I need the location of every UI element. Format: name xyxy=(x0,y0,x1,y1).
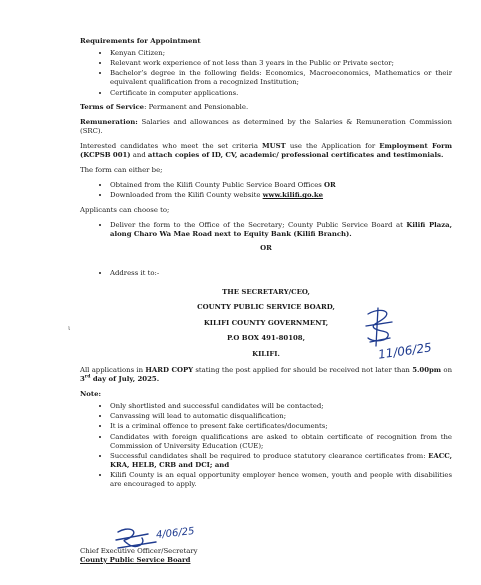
deliver-list xyxy=(80,221,452,239)
margin-mark: ι xyxy=(68,325,71,332)
list-item: • Relevant work experience of not less than 3 years in the Public or Private sector; xyxy=(110,59,452,68)
list-item: • Canvassing will lead to automatic disqualification; xyxy=(110,412,452,421)
address-line: KILIFI. xyxy=(252,350,280,359)
requirements-heading: Requirements for Appointment xyxy=(80,37,201,45)
application-instructions xyxy=(80,142,452,160)
obtain-offices-text: Obtained from the Kilifi County Public Service Board Offices xyxy=(110,181,325,190)
requirements-list xyxy=(80,49,452,98)
deadline-text xyxy=(80,366,452,385)
list-item: • Address it to:- xyxy=(110,269,452,278)
list-item: • It is a criminal offence to present fake certificates/documents; xyxy=(110,422,452,431)
deadline-time: 5.00pm xyxy=(412,365,442,374)
address-list xyxy=(80,269,452,278)
list-item: • Certificate in computer applications. xyxy=(110,89,452,98)
hard-copy-emphasis: HARD COPY xyxy=(145,365,194,374)
document-body xyxy=(80,37,452,494)
list-item: • Kilifi County is an equal opportunity employer hence women, youth and people with disabilities are encouraged to apply. xyxy=(110,471,452,489)
address-line: THE SECRETARY/CEO, xyxy=(222,287,310,296)
deadline-date xyxy=(80,375,159,383)
list-item: • Only shortlisted and successful candidates will be contacted; xyxy=(110,402,452,411)
list-item xyxy=(110,452,452,470)
deadline-day: 3 xyxy=(80,375,85,384)
application-text-2: use the Application for xyxy=(285,141,380,150)
clearance-bodies: EACC, KRA, HELB, CRB and DCI; and xyxy=(110,451,452,469)
applicants-choose-text: Applicants can choose to; xyxy=(80,205,170,214)
remuneration-label: Remuneration: xyxy=(80,117,138,126)
deadline-text-1: All applications in xyxy=(80,365,146,374)
website-link[interactable]: www.kilifi.go.ke xyxy=(262,191,324,200)
terms-of-service xyxy=(80,103,452,112)
note-heading: Note: xyxy=(80,390,102,399)
form-name: Employment Form (KCPSB 001) xyxy=(80,141,452,160)
deliver-text: Deliver the form to the Office of the Secretary; County Public Service Board at xyxy=(110,220,407,229)
address-line: COUNTY PUBLIC SERVICE BOARD, xyxy=(197,303,335,312)
handwritten-date: 11/06/25 xyxy=(377,340,433,362)
must-emphasis: MUST xyxy=(262,141,286,150)
list-item xyxy=(110,221,452,239)
list-item: • Kenyan Citizen; xyxy=(110,49,452,58)
application-text-3: and xyxy=(130,151,148,160)
signatory-title: Chief Executive Officer/Secretary xyxy=(80,547,198,555)
signatory-organization: County Public Service Board xyxy=(80,555,191,564)
list-item xyxy=(110,191,452,200)
terms-label: Terms of Service xyxy=(80,102,145,111)
deadline-day-suffix: rd xyxy=(84,374,91,380)
clearance-text: Successful candidates shall be required to produce statutory clearance certificates from: xyxy=(110,451,429,460)
address-line: P.O BOX 491-80108, xyxy=(226,334,306,343)
list-item: • Bachelor’s degree in the following fields: Economics, Macroeconomics, Mathematics or their equivalent qualification from a recognized Institution; xyxy=(110,69,452,87)
deadline-month-year: day of July, 2025. xyxy=(90,375,160,384)
attach-instruction: attach copies of ID, CV, academic/ professional certificates and testimonials. xyxy=(147,151,444,160)
obtain-list xyxy=(80,181,452,200)
or-separator: OR xyxy=(260,243,272,252)
application-text-1: Interested candidates who meet the set criteria xyxy=(80,141,263,150)
address-line: KILIFI COUNTY GOVERNMENT, xyxy=(203,318,329,327)
deadline-text-3: on xyxy=(441,365,453,374)
form-either-text: The form can either be; xyxy=(80,166,163,175)
list-item xyxy=(110,181,452,190)
footer-handwritten-date: 4/06/25 xyxy=(155,526,196,541)
terms-text: : Permanent and Pensionable. xyxy=(144,102,249,111)
note-list xyxy=(80,402,452,489)
signatory-block xyxy=(80,547,380,565)
deadline-text-2: stating the post applied for should be received not later than xyxy=(193,365,413,374)
or-label: OR xyxy=(324,181,336,190)
deliver-location: Kilifi Plaza, along Charo Wa Mae Road next to Equity Bank (Kilifi Branch). xyxy=(110,220,452,238)
remuneration-text: Salaries and allowances as determined by the Salaries & Remuneration Commission (SRC). xyxy=(80,117,452,135)
remuneration xyxy=(80,118,452,136)
list-item: • Candidates with foreign qualifications are asked to obtain certificate of recognition from the Commission of University Education (CUE); xyxy=(110,433,452,451)
download-text: Downloaded from the Kilifi County website xyxy=(110,191,263,200)
